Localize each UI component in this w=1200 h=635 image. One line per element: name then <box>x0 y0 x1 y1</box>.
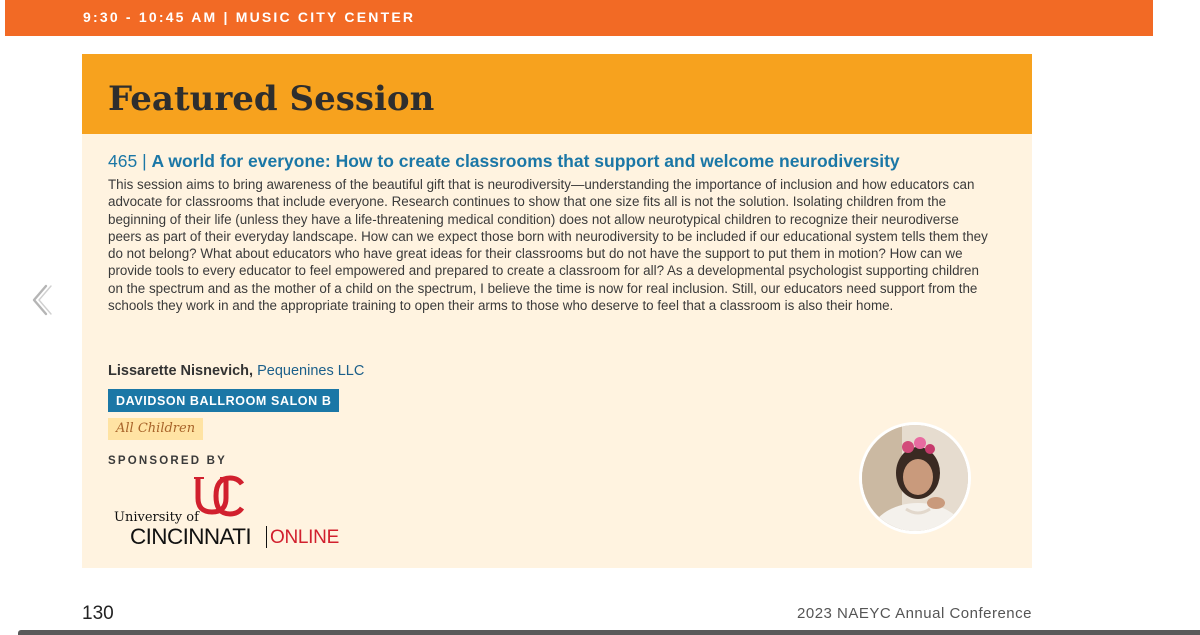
sponsored-by-label: SPONSORED BY <box>108 455 228 467</box>
session-time-bar <box>5 0 1153 36</box>
session-heading <box>108 150 1018 172</box>
audience-tag: All Children <box>108 418 203 440</box>
presenter <box>108 362 364 380</box>
sponsor-name-online: ONLINE <box>270 527 339 548</box>
featured-session-card <box>82 54 1032 568</box>
presenter-name: Lissarette Nisnevich, <box>108 363 254 379</box>
horizontal-scrollbar[interactable] <box>18 630 1200 635</box>
session-title: A world for everyone: How to create classrooms that support and welcome neurodiversity <box>151 151 900 171</box>
sponsor-name-line1: University of <box>114 510 199 525</box>
chevron-left-icon[interactable] <box>30 282 54 318</box>
presenter-avatar <box>859 422 971 534</box>
session-description: This session aims to bring awareness of the beautiful gift that is neurodiversity—understanding the importance of inclusion and how educators can advocate for classrooms that include everyone. Research continues to show that one size fits all is not the solution. Isolating children from the beginning of their life (unless they have a life-threatening medical condition) does not allow neurotypical children to recognize their neurodiverse peers as part of their everyday landscape. How can we expect those born with neurodiversity to be included if our educational system tells them they do not belong? What about educators who have great ideas for their classrooms but do not have the support to put them in motion? How can we provide tools to every educator to feel empowered and prepared to create a classroom for all? As a developmental psychologist supporting children on the spectrum and as the mother of a child on the spectrum, I believe the time is now for real inclusion. Still, our educators need support from the schools they work in and the appropriate training to open their arms to those who deserve to feel that a classroom is also their home. <box>108 177 988 314</box>
session-number: 465 <box>108 151 138 171</box>
session-separator: | <box>137 151 152 171</box>
uc-logo-mark-icon <box>194 474 246 518</box>
conference-name: 2023 NAEYC Annual Conference <box>797 605 1032 622</box>
sponsor-logo <box>112 474 352 554</box>
session-time-location: 9:30 - 10:45 AM | MUSIC CITY CENTER <box>83 9 416 25</box>
sponsor-name-line2: CINCINNATI <box>130 524 252 549</box>
card-title: Featured Session <box>108 79 435 119</box>
card-header <box>82 54 1032 134</box>
presenter-organization: Pequenines LLC <box>253 363 365 379</box>
room-badge: DAVIDSON BALLROOM SALON B <box>108 389 339 412</box>
page-number: 130 <box>82 603 114 624</box>
sponsor-divider <box>266 526 267 548</box>
